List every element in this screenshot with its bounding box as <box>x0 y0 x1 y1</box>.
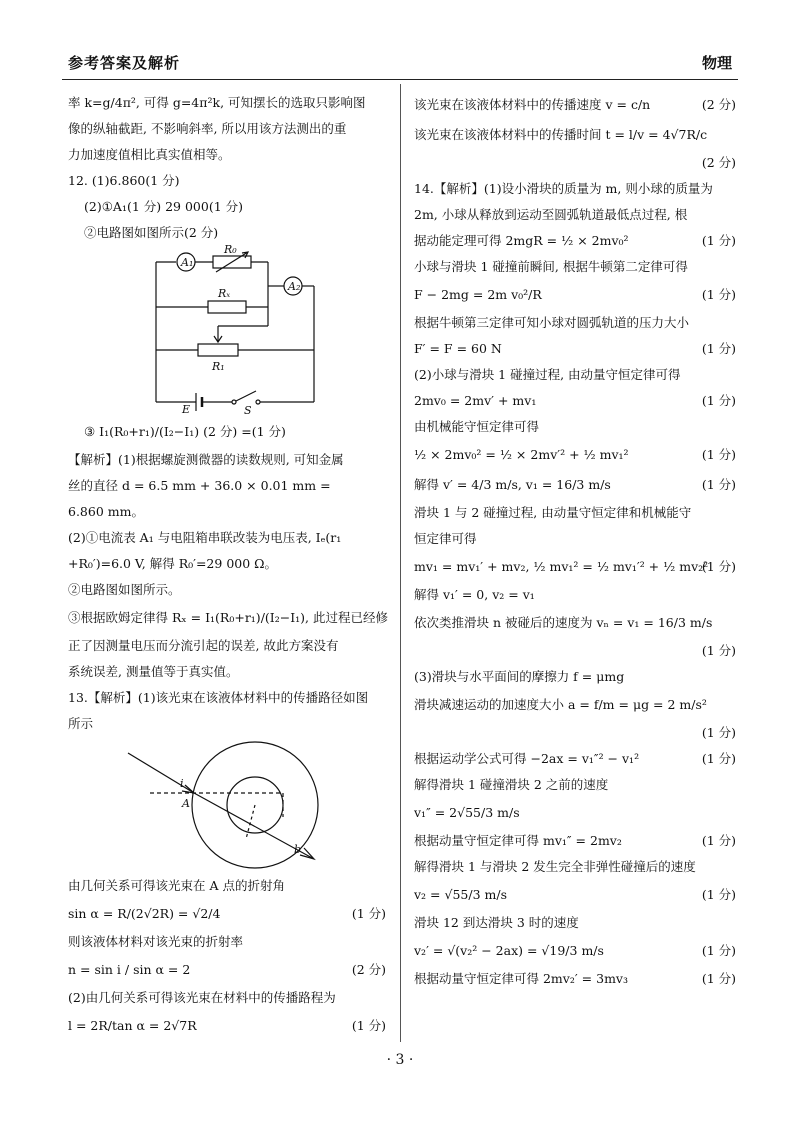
equation: 根据动量守恒定律可得 mv₁″ = 2mv₂ <box>414 833 622 848</box>
question-13-analysis: 13.【解析】(1)该光束在该液体材料中的传播路径如图 <box>68 690 369 705</box>
text-line <box>414 392 736 410</box>
header-title: 参考答案及解析 <box>68 54 181 72</box>
points-label: (1 分) <box>701 393 736 408</box>
points-label: (1 分) <box>701 559 736 574</box>
text-line: ②电路图如图所示。 <box>68 582 181 597</box>
text-line: (2)①电流表 A₁ 与电阻箱串联改装为电压表, Iₑ(r₁ <box>68 530 342 545</box>
equation: l = 2R/tan α = 2√7R <box>68 1018 197 1033</box>
optics-diagram <box>68 741 368 871</box>
text-line: 滑块 12 到达滑块 3 时的速度 <box>414 915 579 930</box>
equation: sin α = R/(2√2R) = √2/4 <box>68 906 221 921</box>
equation: 2mv₀ = 2mv′ + mv₁ <box>414 393 537 408</box>
optics-label-i: i <box>180 777 184 790</box>
equation: ½ × 2mv₀² = ½ × 2mv′² + ½ mv₁² <box>414 447 629 462</box>
analysis-line: 【解析】(1)根据螺旋测微器的读数规则, 可知金属 <box>68 452 344 467</box>
equation: F − 2mg = 2m v₀²/R <box>414 287 542 302</box>
text-line: 6.860 mm。 <box>68 504 144 519</box>
text-line: ②电路图如图所示(2 分) <box>84 225 219 240</box>
text-line: 系统误差, 测量值等于真实值。 <box>68 664 239 679</box>
text-line: 2m, 小球从释放到运动至圆弧轨道最低点过程, 根 <box>414 207 688 222</box>
points-label: (2 分) <box>701 97 736 112</box>
points-label: (1 分) <box>701 341 736 356</box>
circuit-label-a2: A₂ <box>288 280 301 293</box>
text-line: 率 k=g/4π², 可得 g=4π²k, 可知摆长的选取只影响图 <box>68 95 366 110</box>
text-line: 由机械能守恒定律可得 <box>414 419 540 434</box>
text-line: 解得滑块 1 与滑块 2 发生完全非弹性碰撞后的速度 <box>414 859 696 874</box>
text-line: 滑块减速运动的加速度大小 a = f/m = μg = 2 m/s² <box>414 697 707 712</box>
text-line: 恒定律可得 <box>414 531 477 546</box>
text-line <box>414 832 736 850</box>
text-line <box>414 940 736 962</box>
points-label: (1 分) <box>701 477 736 492</box>
text-line: (3)滑块与水平面间的摩擦力 f = μmg <box>414 669 625 684</box>
text-line: 小球与滑块 1 碰撞前瞬间, 根据牛顿第二定律可得 <box>414 259 688 274</box>
text-line <box>68 903 386 925</box>
circuit-label-a1: A₁ <box>181 256 194 269</box>
text-line: v₁″ = 2√55/3 m/s <box>414 805 520 820</box>
text-line: 则该液体材料对该光束的折射率 <box>68 934 244 949</box>
text-line <box>414 444 736 466</box>
points-label: (1 分) <box>701 887 736 902</box>
text-line <box>414 474 736 496</box>
optics-label-b: b <box>294 843 302 856</box>
column-divider <box>400 84 401 1042</box>
points-label: (1 分) <box>701 447 736 462</box>
points-label: (1 分) <box>701 287 736 302</box>
text-line: (2)由几何关系可得该光束在材料中的传播路程为 <box>68 990 336 1005</box>
text-line <box>414 750 736 768</box>
equation: F′ = F = 60 N <box>414 341 502 356</box>
points-label: (1 分) <box>701 833 736 848</box>
text-line <box>414 884 736 906</box>
points-label: (1 分) <box>701 643 736 658</box>
header-rule <box>62 79 738 80</box>
text-line <box>414 232 736 250</box>
points-label: (1 分) <box>701 943 736 958</box>
circuit-label-r1: R₁ <box>212 360 225 373</box>
left-column <box>68 94 386 1045</box>
header-subject: 物理 <box>701 54 732 72</box>
page-number: · 3 · <box>386 1052 414 1068</box>
circuit-diagram <box>68 243 368 417</box>
text-line: (2)小球与滑块 1 碰撞过程, 由动量守恒定律可得 <box>414 367 681 382</box>
text-line: 根据牛顿第三定律可知小球对圆弧轨道的压力大小 <box>414 315 690 330</box>
text-line <box>68 959 386 981</box>
text-line: 解得 v₁′ = 0, v₂ = v₁ <box>414 587 535 602</box>
points-label: (1 分) <box>351 1018 386 1033</box>
text-line: 依次类推滑块 n 被碰后的速度为 vₙ = v₁ = 16/3 m/s <box>414 615 713 630</box>
text-line <box>414 642 736 660</box>
text-line <box>414 154 736 172</box>
points-label: (2 分) <box>351 962 386 977</box>
text-line: ③根据欧姆定律得 Rₓ = I₁(R₀+r₁)/(I₂−I₁), 此过程已经修 <box>68 610 388 625</box>
points-label: (1 分) <box>701 971 736 986</box>
text-line: 像的纵轴截距, 不影响斜率, 所以用该方法测出的重 <box>68 121 347 136</box>
circuit-label-r0: R₀ <box>224 243 237 256</box>
equation: 解得 v′ = 4/3 m/s, v₁ = 16/3 m/s <box>414 477 611 492</box>
points-label: (1 分) <box>701 751 736 766</box>
circuit-label-s: S <box>244 404 252 417</box>
equation: 该光束在该液体材料中的传播时间 t = l/v = 4√7R/c <box>414 127 708 142</box>
circuit-label-rx: Rₓ <box>218 287 231 300</box>
text-line <box>414 556 736 578</box>
points-label: (1 分) <box>701 725 736 740</box>
text-line <box>68 1015 386 1037</box>
text-line: 滑块 1 与 2 碰撞过程, 由动量守恒定律和机械能守 <box>414 505 692 520</box>
text-line: +R₀′)=6.0 V, 解得 R₀′=29 000 Ω。 <box>68 556 278 571</box>
points-label: (2 分) <box>701 155 736 170</box>
circuit-label-e: E <box>182 403 191 416</box>
equation: 据动能定理可得 2mgR = ½ × 2mv₀² <box>414 233 629 248</box>
text-line: ③ I₁(R₀+r₁)/(I₂−I₁) (2 分) =(1 分) <box>84 424 286 439</box>
equation: n = sin i / sin α = 2 <box>68 962 191 977</box>
text-line: 正了因测量电压而分流引起的误差, 故此方案没有 <box>68 638 339 653</box>
equation: 根据运动学公式可得 −2ax = v₁″² − v₁² <box>414 751 640 766</box>
optics-label-a: A <box>182 797 190 810</box>
points-label: (1 分) <box>351 906 386 921</box>
text-line <box>414 124 736 146</box>
text-line: 由几何关系可得该光束在 A 点的折射角 <box>68 878 285 893</box>
text-line: 所示 <box>68 716 94 731</box>
points-label: (1 分) <box>701 233 736 248</box>
question-12-answer: 12. (1)6.860(1 分) <box>68 173 180 188</box>
equation: 根据动量守恒定律可得 2mv₂′ = 3mv₃ <box>414 971 628 986</box>
text-line: 力加速度值相比真实值相等。 <box>68 147 231 162</box>
equation: mv₁ = mv₁′ + mv₂, ½ mv₁² = ½ mv₁′² + ½ mv₂² <box>414 559 709 574</box>
text-line <box>414 94 736 116</box>
text-line <box>414 970 736 988</box>
text-line <box>414 284 736 306</box>
right-column <box>414 94 736 996</box>
equation: v₂ = √55/3 m/s <box>414 887 507 902</box>
question-14-analysis: 14.【解析】(1)设小滑块的质量为 m, 则小球的质量为 <box>414 181 713 196</box>
text-line: 丝的直径 d = 6.5 mm + 36.0 × 0.01 mm = <box>68 478 331 493</box>
text-line: (2)①A₁(1 分) 29 000(1 分) <box>84 199 244 214</box>
equation: v₂′ = √(v₂² − 2ax) = √19/3 m/s <box>414 943 604 958</box>
equation: 该光束在该液体材料中的传播速度 v = c/n <box>414 97 651 112</box>
text-line <box>414 340 736 358</box>
text-line: 解得滑块 1 碰撞滑块 2 之前的速度 <box>414 777 609 792</box>
text-line <box>414 724 736 742</box>
